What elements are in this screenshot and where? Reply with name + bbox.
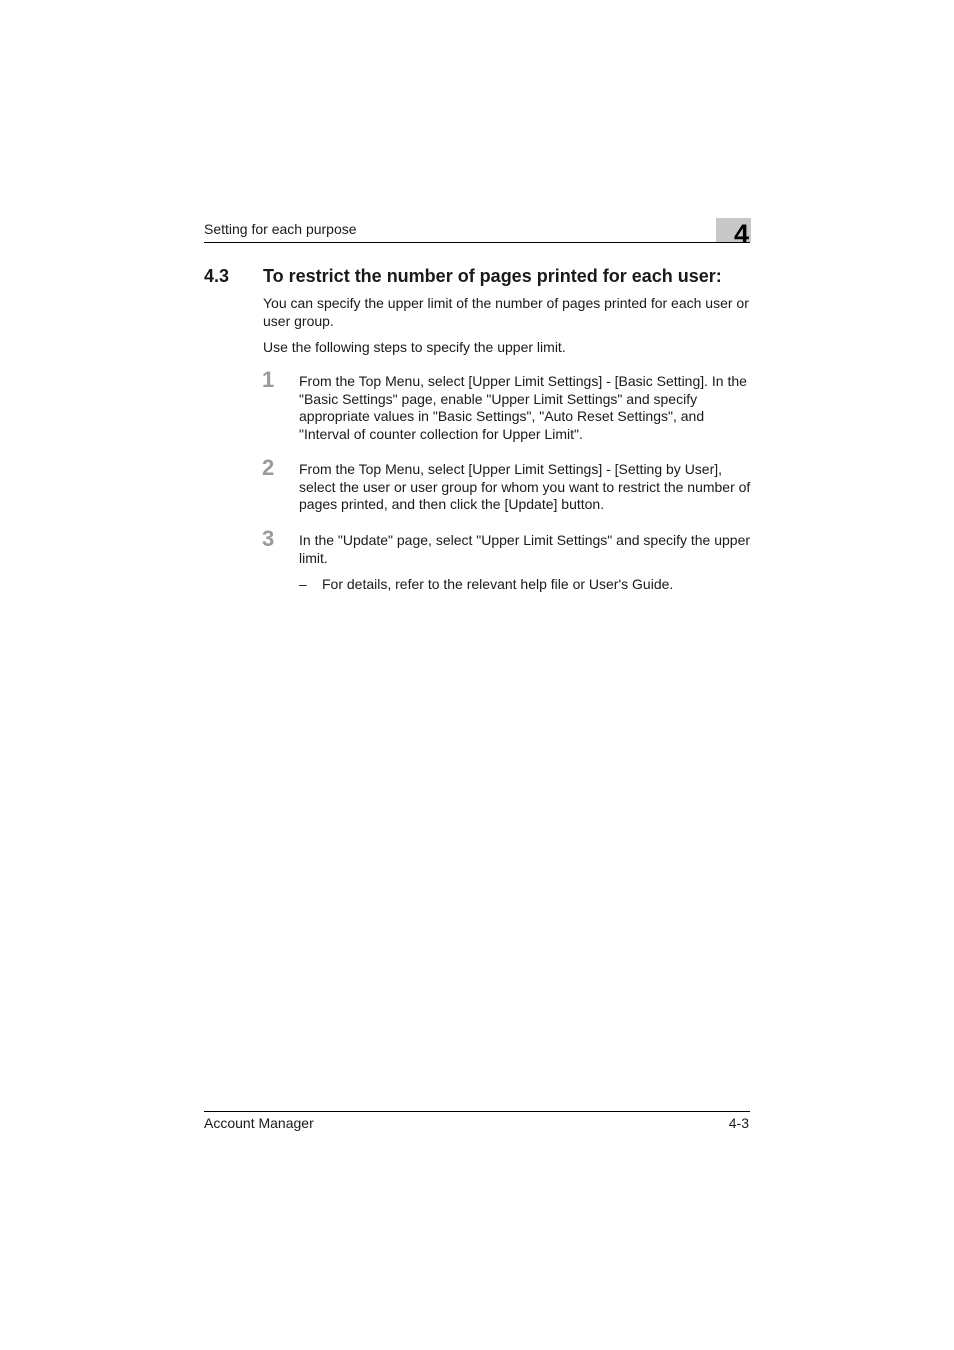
intro-paragraph: You can specify the upper limit of the number of pages printed for each user or user group.: [263, 295, 749, 329]
step-text: In the "Update" page, select "Upper Limit Settings" and specify the upper limit.: [299, 532, 751, 566]
step-number: 1: [262, 367, 275, 392]
footer-page-number: 4-3: [728, 1115, 749, 1131]
chapter-tab: [716, 218, 751, 249]
section-title: To restrict the number of pages printed for each user:: [263, 266, 722, 286]
step-number: 3: [262, 526, 275, 551]
footer-manual-title: Account Manager: [204, 1115, 314, 1131]
footer-divider: [204, 1111, 750, 1112]
intro-paragraph: Use the following steps to specify the upper limit.: [263, 339, 566, 355]
bullet-dash: –: [299, 576, 307, 592]
chapter-number: 4: [733, 219, 749, 249]
section-number: 4.3: [204, 266, 230, 286]
step-text: From the Top Menu, select [Upper Limit Settings] - [Setting by User], select the user or user group for whom you want to restrict the number of pages printed, and then click the [Update] button.: [299, 461, 751, 513]
bullet-text: For details, refer to the relevant help file or User's Guide.: [322, 576, 674, 592]
header-divider: [204, 242, 750, 243]
running-header-title: Setting for each purpose: [204, 221, 357, 237]
step-text: From the Top Menu, select [Upper Limit Settings] - [Basic Setting]. In the "Basic Settings" page, enable "Upper Limit Settings" and specify appropriate values in "Basic Settings", "Auto Reset Settings", and "Interval of counter collection for Upper Limit".: [299, 373, 747, 442]
step-number: 2: [262, 455, 275, 480]
